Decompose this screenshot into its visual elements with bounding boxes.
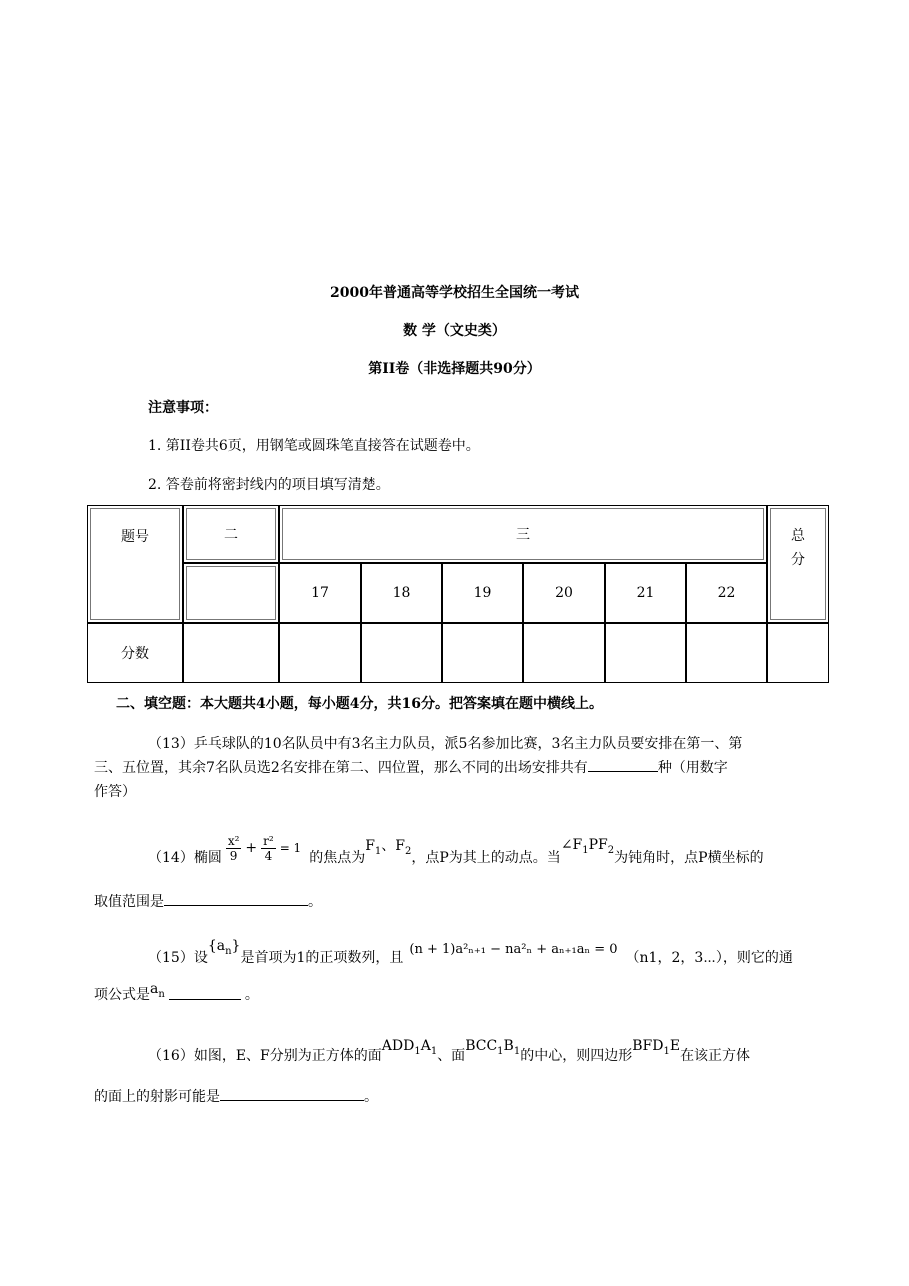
score-cell-17[interactable]: [279, 623, 361, 683]
q16-face1-end: A: [420, 1038, 431, 1055]
q14-prefix: （14）椭圆: [148, 850, 222, 866]
q14-frac-x-den: 9: [229, 848, 238, 863]
num-22: 22: [717, 585, 736, 601]
question-label: 题号: [121, 529, 149, 545]
q16-line2-text: 的面上的射影可能是: [94, 1089, 220, 1105]
q15-line2: [94, 980, 259, 1004]
score-cell-22[interactable]: [686, 623, 767, 683]
q14-angle-head: ∠F: [560, 836, 583, 853]
q14-f1: [365, 835, 411, 857]
q14-line2-tail: 。: [308, 894, 322, 910]
table-header-three: [279, 505, 767, 563]
q14-line2: [94, 891, 322, 911]
score-cell-two[interactable]: [183, 623, 279, 683]
q14-line1: [148, 818, 764, 878]
q16-prefix: （16）如图，E、F分别为正方体的面: [148, 1048, 382, 1064]
q15-seq-head: {a: [207, 938, 226, 955]
q15-line1: [148, 933, 793, 967]
q14-answer-blank[interactable]: [164, 904, 308, 906]
q16-face2-sub: 1: [497, 1046, 504, 1057]
notice-heading: 注意事项：: [148, 400, 218, 416]
q14-f2-sub: 2: [405, 845, 412, 857]
section2-heading: 二、填空题：本大题共4小题，每小题4分，共16分。把答案填在题中横线上。: [116, 696, 603, 712]
q16-quad-end: E: [669, 1038, 681, 1055]
num-17: 17: [311, 585, 329, 601]
q13-line2: [94, 757, 728, 777]
q15-line2-text: 项公式是: [94, 987, 150, 1003]
score-cell-20[interactable]: [523, 623, 605, 683]
q15-an-sub: n: [158, 989, 165, 1000]
q16-face1-sub: 1: [414, 1046, 421, 1057]
table-header-question: [87, 505, 183, 623]
q14-plus: +: [245, 840, 258, 856]
exam-title: 2000年普通高等学校招生全国统一考试: [330, 285, 579, 301]
q15-mid2: （n1，2，3⋯），则它的通: [625, 950, 793, 966]
q16-quad-sub: 1: [663, 1046, 670, 1057]
q15-seq: [208, 938, 241, 957]
q16-line1: [148, 1035, 750, 1065]
notice-item-2: 2. 答卷前将密封线内的项目填写清楚。: [148, 477, 390, 493]
q14-line2-text: 取值范围是: [94, 894, 164, 910]
q16-mid: 的中心，则四边形: [520, 1048, 633, 1064]
q16-face2-text: BCC: [465, 1038, 498, 1055]
q14-frac-r: [261, 834, 276, 863]
q16-face2: [465, 1038, 520, 1057]
q16-mid2: 在该正方体: [680, 1048, 751, 1064]
notice-item-1: 1. 第II卷共6页，用钢笔或圆珠笔直接答在试题卷中。: [148, 438, 480, 454]
table-num-17: [279, 563, 361, 623]
q14-frac-x-num: x²: [227, 833, 240, 848]
q14-angle-sub2: 2: [607, 844, 615, 856]
score-cell-21[interactable]: [605, 623, 686, 683]
q13-line2-text: 三、五位置，其余7名队员选2名安排在第二、四位置，那么不同的出场安排共有: [94, 760, 588, 776]
q16-sep: 、面: [437, 1048, 466, 1064]
q13-answer-blank[interactable]: [588, 770, 658, 772]
q15-mid1: 是首项为1的正项数列，且: [240, 950, 404, 966]
score-cell-total[interactable]: [767, 623, 829, 683]
q14-mid2: ，点P为其上的动点。当: [411, 850, 561, 866]
total-label: 总分: [791, 528, 805, 568]
score-cell-18[interactable]: [361, 623, 442, 683]
q14-f2-letter: F: [395, 838, 406, 855]
q14-f1-letter: F: [365, 838, 375, 855]
q14-angle-mid: PF: [588, 836, 608, 853]
q16-face1-end-sub: 1: [430, 1046, 438, 1057]
score-label: 分数: [121, 646, 149, 662]
table-header-total: [767, 505, 829, 623]
table-blank-two: [183, 563, 279, 623]
subject-title: 数 学（文史类）: [403, 323, 506, 339]
num-18: 18: [392, 585, 411, 601]
table-num-18: [361, 563, 442, 623]
q13-line2-tail: 种（用数字: [657, 760, 728, 776]
q14-angle-sub1: 1: [582, 844, 589, 856]
q15-an: [150, 981, 165, 1000]
table-num-22: [686, 563, 767, 623]
q15-answer-blank[interactable]: [169, 998, 241, 1000]
q14-frac-x: [226, 834, 242, 863]
volume-title: 第II卷（非选择题共90分）: [368, 361, 541, 377]
q16-answer-blank[interactable]: [220, 1099, 364, 1101]
q14-mid3: 为钝角时，点P横坐标的: [614, 850, 764, 866]
three-label: 三: [516, 527, 530, 543]
q16-face1: [382, 1038, 437, 1057]
q15-line2-tail: 。: [244, 987, 259, 1003]
q16-face2-end: B: [503, 1038, 514, 1055]
q15-seq-end: }: [231, 938, 241, 955]
q14-frac-r-den: 4: [264, 848, 273, 863]
q15-seq-sub: n: [225, 946, 232, 957]
q15-prefix: （15）设: [148, 950, 208, 966]
q15-an-letter: a: [150, 981, 159, 998]
table-num-21: [605, 563, 686, 623]
q15-formula: (n + 1)a²ₙ₊₁ − na²ₙ + aₙ₊₁aₙ = 0: [409, 942, 618, 957]
q16-face1-text: ADD: [381, 1038, 415, 1055]
table-header-two: [183, 505, 279, 563]
q16-line2-tail: 。: [364, 1089, 378, 1105]
q14-f1-sub: 1: [374, 845, 382, 857]
q16-face2-end-sub: 1: [513, 1046, 521, 1057]
table-score-label: [87, 623, 183, 683]
q13-line1: （13）乒乓球队的10名队员中有3名主力队员，派5名参加比赛，3名主力队员要安排在第一、第: [148, 736, 743, 752]
q14-angle: [561, 837, 614, 856]
two-label: 二: [224, 527, 238, 543]
table-num-19: [442, 563, 523, 623]
table-num-20: [523, 563, 605, 623]
q14-eq: = 1: [279, 841, 302, 855]
num-19: 19: [473, 585, 492, 601]
q16-line2: [94, 1086, 378, 1106]
num-21: 21: [636, 585, 655, 601]
num-20: 20: [555, 585, 573, 601]
score-cell-19[interactable]: [442, 623, 523, 683]
q14-frac-r-num: r²: [263, 833, 274, 848]
q13-line3: 作答）: [94, 784, 136, 800]
q14-mid1: 的焦点为: [309, 850, 366, 866]
score-table: [87, 505, 829, 683]
q16-quad: [632, 1038, 680, 1057]
q14-f-sep: 、: [381, 838, 396, 855]
q16-quad-text: BFD: [632, 1038, 664, 1055]
